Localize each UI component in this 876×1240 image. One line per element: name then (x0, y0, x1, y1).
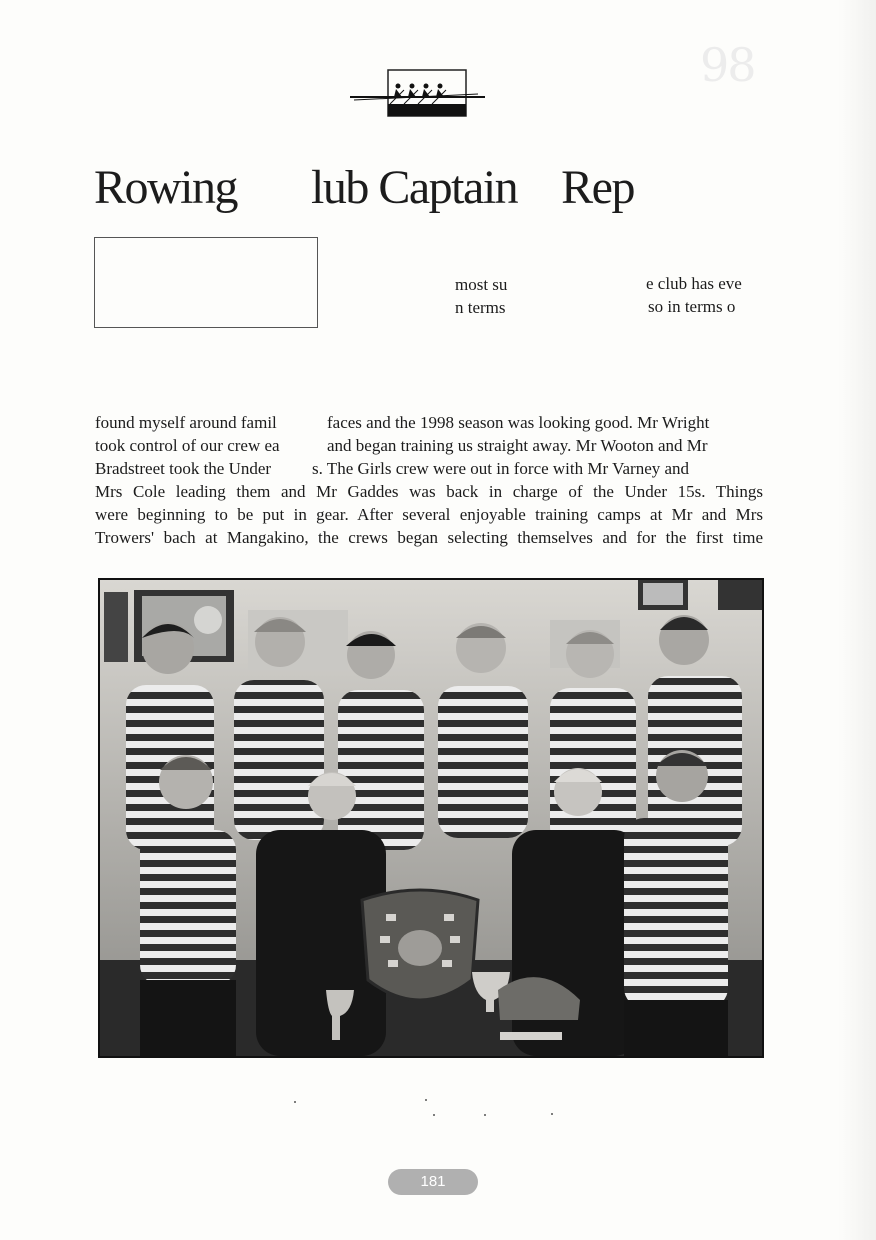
year-watermark: 98 (700, 38, 755, 92)
body-line-1 (95, 411, 763, 434)
title-part-2: lub Captain (311, 161, 518, 214)
intro-fragment-1b: e club has eve (646, 274, 742, 293)
empty-text-box (94, 237, 318, 328)
body-line-1-b: faces and the 1998 season was looking good. Mr Wright (327, 413, 710, 432)
print-speck (294, 1101, 296, 1103)
body-line-1-a: found myself around famil (95, 413, 277, 432)
body-line-3-b: s. The Girls crew were out in force with Mr Varney and (312, 459, 690, 478)
body-line-6: Trowers' bach at Mangakino, the crews began selecting themselves and for the first time (95, 528, 763, 547)
body-line-3-a: Bradstreet took the Under (95, 459, 272, 478)
title-part-3: Rep (561, 161, 634, 214)
body-text (95, 411, 763, 549)
print-speck (551, 1113, 553, 1115)
article-title (94, 160, 634, 215)
intro-fragment-2a: n terms (455, 298, 506, 317)
body-line-5: were beginning to be put in gear. After several enjoyable training camps at Mr and Mrs (95, 505, 763, 524)
body-line-3 (95, 457, 763, 480)
intro-fragment-1a: most su (455, 275, 508, 294)
body-line-2 (95, 434, 763, 457)
rowing-boat-logo (350, 68, 485, 125)
team-photograph (98, 578, 764, 1058)
print-speck (433, 1114, 435, 1116)
page-edge-shadow (838, 0, 876, 1240)
print-speck (425, 1099, 427, 1101)
title-part-1: Rowing (94, 161, 238, 214)
body-line-2-a: took control of our crew ea (95, 436, 280, 455)
print-speck (484, 1114, 486, 1116)
intro-fragment-2b: so in terms o (648, 297, 736, 316)
page-number-badge: 181 (388, 1169, 478, 1195)
body-line-2-b: and began training us straight away. Mr Wooton and Mr (327, 436, 708, 455)
body-line-4: Mrs Cole leading them and Mr Gaddes was back in charge of the Under 15s. Things (95, 482, 763, 501)
